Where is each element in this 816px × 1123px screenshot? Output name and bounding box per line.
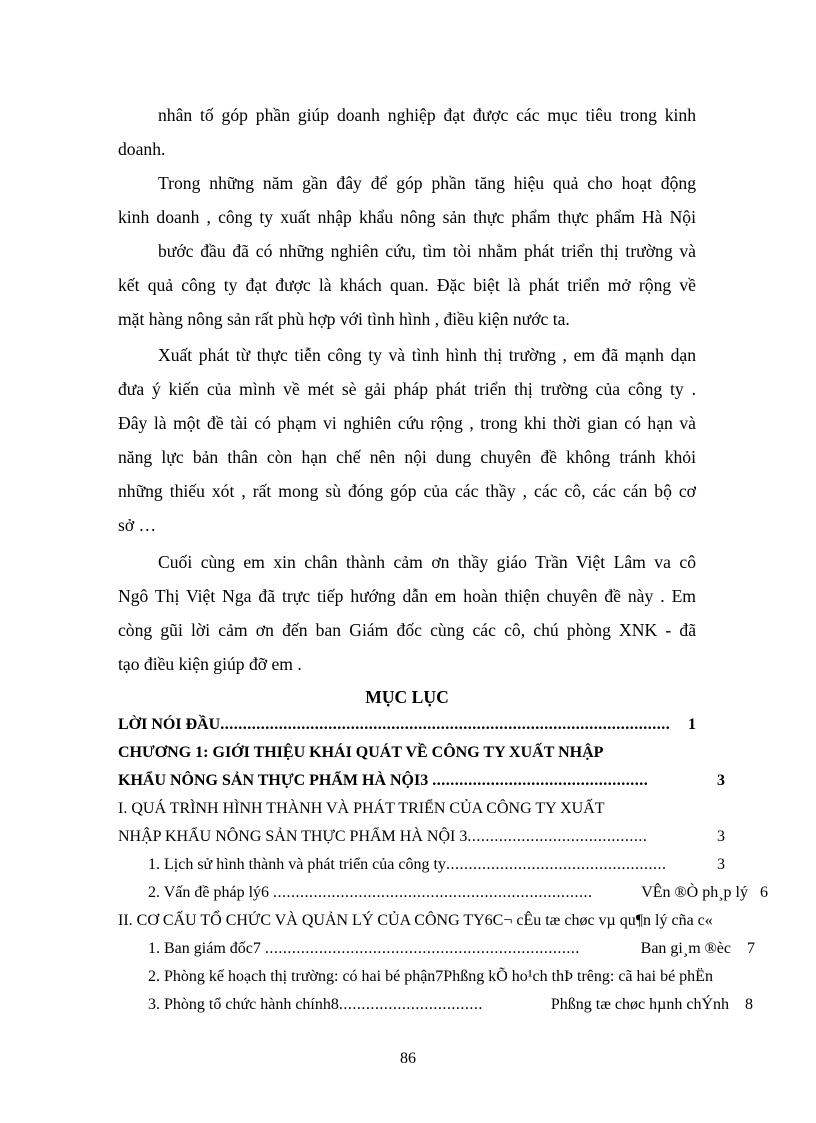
paragraph-line: kết quả công ty đạt được là khách quan. Đặc biệt là phát triển mở rộng về [118, 275, 696, 295]
toc-entry-text: LỜI NÓI ĐẦU [118, 716, 221, 733]
toc-entry-dots: ................................ [338, 996, 483, 1013]
toc-entry-text: NHẬP KHẨU NÔNG SẢN THỰC PHẨM HÀ NỘI 3 [118, 828, 468, 845]
paragraph-line: doanh. [118, 139, 166, 159]
paragraph-line: sở … [118, 515, 157, 535]
paragraph-line: Đây là một đề tài có phạm vi nghiên cứu rộng , trong khi thời gian có hạn và [118, 413, 696, 433]
toc-entry[interactable] [118, 795, 605, 823]
page-number: 86 [400, 1050, 416, 1067]
paragraph-line: đưa ý kiến của mình về mét sè gải pháp phát triển thị trường của công ty . [118, 379, 696, 399]
toc-heading: MỤC LỤC [365, 687, 449, 707]
toc-entry[interactable] [148, 991, 753, 1019]
toc-entry[interactable] [118, 739, 603, 767]
paragraph-line: năng lực bản thân còn hạn chế nên nội dung chuyên đề không tránh khỏi [118, 447, 696, 467]
toc-entry[interactable] [118, 767, 725, 795]
paragraph-4 [118, 545, 696, 681]
paragraph-line: Xuất phát từ thực tiễn công ty và tình hình thị trường , em đã mạnh dạn [158, 345, 696, 365]
toc-entry[interactable] [118, 907, 713, 935]
toc-entry-dots: ...................................................................... [264, 940, 580, 957]
toc-entry[interactable] [148, 851, 725, 879]
paragraph-2 [118, 166, 696, 336]
toc-entry-text: I. QUÁ TRÌNH HÌNH THÀNH VÀ PHÁT TRIỂN CỦA CÔNG TY XUẤT [118, 800, 605, 817]
toc-entry-page: 1 [688, 716, 696, 733]
toc-entry-text: KHẨU NÔNG SẢN THỰC PHẨM HÀ NỘI3 [118, 772, 429, 789]
toc-entry-page: 3 [717, 772, 725, 789]
paragraph-line: còng gũi lời cảm ơn đến ban Giám đốc cùng các cô, chú phòng XNK - đã [118, 620, 696, 640]
paragraph-line: những thiếu xót , rất mong sù đóng góp của các thầy , các cô, các cán bộ cơ [118, 481, 696, 501]
toc-entry-dots: ................................................. [445, 856, 667, 873]
toc-entry-page: VÊn ®Ò ph¸p lý 6 [641, 884, 768, 901]
paragraph-line: mặt hàng nông sản rất phù hợp với tình hình , điều kiện nước ta. [118, 309, 570, 329]
paragraph-line: nhân tố góp phần giúp doanh nghiệp đạt được các mục tiêu trong kinh [158, 105, 696, 125]
toc-entry-page: Ban gi¸m ®èc 7 [640, 940, 755, 957]
toc-entry-text: 2. Phòng kế hoạch thị trường: có hai bé phận7Phßng kÕ ho¹ch thÞ trêng: cã hai bé phËn [148, 968, 713, 985]
paragraph-line: Ngô Thị Việt Nga đã trực tiếp hướng dẫn em hoàn thiện chuyên đề này . Em [118, 586, 696, 606]
toc-entry-text: 1. Ban giám đốc7 [148, 940, 261, 957]
paragraph-line: tạo điều kiện giúp đỡ em . [118, 654, 302, 674]
toc-entry-text: 2. Vấn đề pháp lý6 [148, 884, 270, 901]
paragraph-3 [118, 338, 696, 542]
toc-entry[interactable] [118, 823, 725, 851]
toc-entry-page: Phßng tæ chøc hµnh chÝnh 8 [550, 996, 753, 1013]
paragraph-line: Cuối cùng em xin chân thành cảm ơn thầy giáo Trần Việt Lâm va cô [158, 552, 696, 572]
paragraph-line: kinh doanh , công ty xuất nhập khẩu nông sản thực phẩm thực phẩm Hà Nội [118, 207, 696, 227]
toc-entry-page: 3 [717, 856, 725, 873]
toc-entry[interactable] [118, 711, 696, 739]
toc-entry-text: 1. Lịch sử hình thành và phát triển của công ty [148, 856, 446, 873]
toc-entry[interactable] [148, 935, 755, 963]
paragraph-1 [118, 98, 696, 166]
toc-entry-dots: ........................................ [467, 828, 648, 845]
toc-entry-dots: ....................................................................... [273, 884, 593, 901]
paragraph-line: Trong những năm gần đây để góp phần tăng hiệu quả cho hoạt động [158, 173, 696, 193]
toc-entry-dots: ................................................ [432, 772, 649, 789]
toc-entry[interactable] [148, 879, 768, 907]
toc-entry-page: 3 [717, 828, 725, 845]
paragraph-line: bước đầu đã có những nghiên cứu, tìm tòi nhằm phát triển thị trường và [158, 241, 696, 261]
toc-entry-text: CHƯƠNG 1: GIỚI THIỆU KHÁI QUÁT VỀ CÔNG TY XUẤT NHẬP [118, 744, 604, 761]
toc-entry-dots: .................................................................................................... [220, 716, 671, 733]
toc-entry[interactable] [148, 963, 713, 991]
toc-entry-text: 3. Phòng tổ chức hành chính8 [148, 996, 339, 1013]
toc-entry-text: II. CƠ CẤU TỔ CHỨC VÀ QUẢN LÝ CỦA CÔNG TY6C¬ cÊu tæ chøc vµ qu¶n lý cña c« [118, 912, 713, 929]
